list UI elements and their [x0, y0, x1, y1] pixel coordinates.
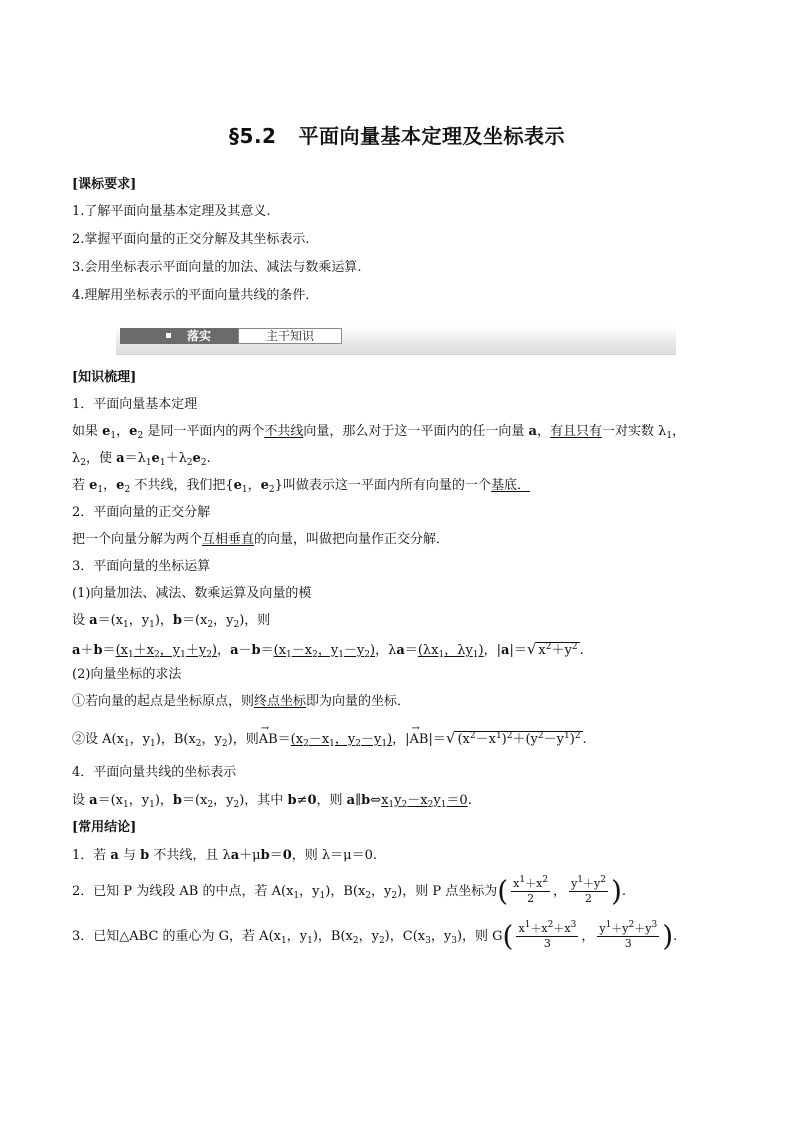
banner-tab-dark	[120, 328, 238, 344]
coordinate-ops: $a+b=(x_1+x_2$，$y_1+y_2$)，$a-b=(x_1-x_2$，$y_1-y_2$)，$\lambda a=(\lambda x_1$，$\lambda y_1$)，|a|＝√ $x^2+y^2$ .	[72, 640, 584, 660]
subsection-sub: (1)向量加法、减法、数乘运算及向量的模	[72, 586, 312, 601]
curriculum-item: 3.会用坐标表示平面向量的加法、减法与数乘运算.	[72, 260, 362, 275]
curriculum-item: 2.掌握平面向量的正交分解及其坐标表示.	[72, 232, 310, 247]
knowledge-heading: [知识梳理]	[72, 370, 137, 385]
theorem-line-1: 如果 $e_1$，$e_2$ 是同一平面内的两个不共线向量，那么对于这一平面内的任一向量 a，有且只有一对实数 $\lambda_1$，	[72, 424, 686, 441]
subsection-title: 3．平面向量的坐标运算	[72, 559, 211, 574]
theorem-line-2: $\lambda_2$，使 $a=\lambda_1e_1+\lambda_2e_2$.	[72, 451, 211, 468]
collinear-condition: 设 $a=(x_1$，$y_1$)，$b=(x_2$，$y_2$)，其中 b≠0，则 $a\parallel b\Leftrightarrow x_1y_2-x_2y_1=0$.	[72, 793, 472, 810]
conclusion-3: 3．已知△ABC 的重心为 G，若 $A(x_1$，$y_1$)，$B(x_2$，$y_2$)，$C(x_3$，$y_3$)，则 G( $\frac{x^1+x^2+x^3}{3}$ ， $\frac{y^1+y^2+y^3}{3}$ ).	[72, 919, 678, 953]
banner-tab-light: 主干知识	[238, 328, 342, 344]
curriculum-heading: [课标要求]	[72, 177, 137, 192]
banner-left-label: 落实	[187, 329, 212, 343]
curriculum-item: 4.理解用坐标表示的平面向量共线的条件．	[72, 288, 319, 303]
conclusions-heading: [常用结论]	[72, 820, 137, 835]
coord-rule-2: ②设 $A(x_1$，$y_1$)，$B(x_2$，$y_2$)，则→ $AB=(x_2-x_1$，$y_2-y_1$)，|→ AB|＝√ $(x^2-x^1)^2+(y^2-y^1)^2$ .	[72, 729, 587, 749]
section-banner	[116, 326, 676, 355]
section-title: 平面向量基本定理及坐标表示	[298, 124, 565, 148]
subsection-title: 1．平面向量基本定理	[72, 397, 198, 412]
page-title	[0, 120, 794, 149]
orthogonal-line: 把一个向量分解为两个互相垂直的向量，叫做把向量作正交分解．	[72, 532, 450, 547]
conclusion-2: 2．已知 P 为线段 AB 的中点，若 $A(x_1$，$y_1$)，$B(x_2$，$y_2$)，则 P 点坐标为( $\frac{x^1+x^2}{2}$ ， $\frac{y^1+y^2}{2}$ ).	[72, 874, 627, 908]
section-number: §5.2	[229, 124, 277, 148]
square-bullet-icon	[166, 333, 171, 338]
conclusion-1: 1．若 a 与 b 不共线，且 λa＋μb＝0，则 λ＝μ＝0.	[72, 848, 378, 863]
subsection-title: 2．平面向量的正交分解	[72, 505, 211, 520]
coord-rule-1: ①若向量的起点是坐标原点，则终点坐标即为向量的坐标．	[72, 694, 411, 709]
curriculum-item: 1.了解平面向量基本定理及其意义.	[72, 204, 271, 219]
subsection-sub: (2)向量坐标的求法	[72, 667, 182, 682]
subsection-title: 4．平面向量共线的坐标表示	[72, 765, 237, 780]
coordinates-setup: 设 $a=(x_1$，$y_1$)，$b=(x_2$，$y_2$)，则	[72, 613, 271, 630]
basis-line: 若 $e_1$，$e_2$ 不共线，我们把{$e_1$，$e_2$}叫做表示这一平面内所有向量的一个基底．	[72, 478, 530, 495]
